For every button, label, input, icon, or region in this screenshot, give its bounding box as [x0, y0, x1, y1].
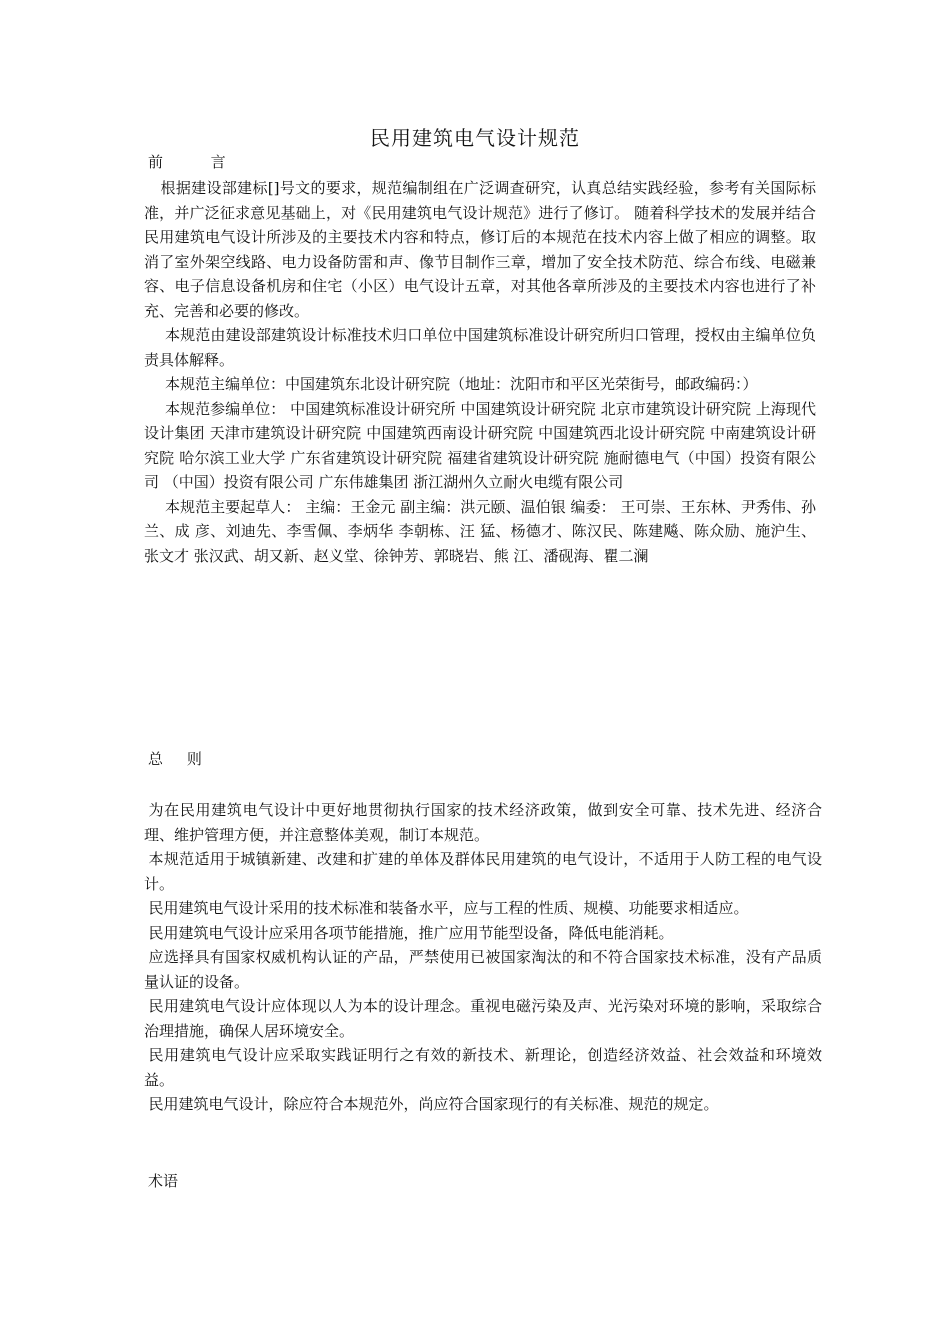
general-heading: 总 则 [148, 750, 202, 768]
general-clause: 民用建筑电气设计应采用各项节能措施，推广应用节能型设备，降低电能消耗。 [148, 923, 674, 942]
preface-paragraph-revision: 根据建设部建标[]号文的要求，规范编制组在广泛调查研究，认真总结实践经验，参考有关国际标准，并广泛征求意见基础上，对《民用建筑电气设计规范》进行了修订。 随着科学技术的发展并结合民用建筑电气设计所涉及的主要技术内容和特点，修订后的本规范在技术内容上做了相应的调整。取消了室外架空线路、电力设备防雷和声、像节目制作三章，增加了安全技术防范、综合布线、电磁兼容、电子信息设备机房和住宅（小区）电气设计五章，对其他各章所涉及的主要技术内容也进行了补充、完善和必要的修改。 [144, 179, 816, 320]
preface-paragraph-participating-units: 本规范参编单位： 中国建筑标准设计研究所 中国建筑设计研究院 北京市建筑设计研究院 上海现代设计集团 天津市建筑设计研究院 中国建筑西南设计研究院 中国建筑西北设计研究院 中南建筑设计研究院 哈尔滨工业大学 广东省建筑设计研究院 福建省建筑设计研究院 施耐德电气（中国）投资有限公司 （中国）投资有限公司 广东伟雄集团 浙江湖州久立耐火电缆有限公司 [144, 399, 816, 491]
preface-section [144, 176, 816, 568]
general-clause: 民用建筑电气设计，除应符合本规范外，尚应符合国家现行的有关标准、规范的规定。 [148, 1095, 719, 1113]
preface-paragraph-chief-editor: 本规范主编单位：中国建筑东北设计研究院（地址：沈阳市和平区光荣街号，邮政编码：） [165, 375, 758, 393]
general-section [144, 798, 822, 1117]
general-clause: 应选择具有国家权威机构认证的产品，严禁使用已被国家淘汰的和不符合国家技术标准，没有产品质量认证的设备。 [144, 948, 822, 991]
general-clause: 民用建筑电气设计采用的技术标准和装备水平，应与工程的性质、规模、功能要求相适应。 [148, 899, 749, 917]
general-clause: 本规范适用于城镇新建、改建和扩建的单体及群体民用建筑的电气设计，不适用于人防工程的电气设计。 [144, 850, 822, 893]
terms-heading: 术语 [148, 1172, 179, 1190]
preface-paragraph-drafters: 本规范主要起草人： 主编：王金元 副主编：洪元颐、温伯银 编委： 王可崇、王东林、尹秀伟、孙 兰、成 彦、刘迪先、李雪佩、李炳华 李朝栋、汪 猛、杨德才、陈汉民、陈建飚、陈众励、施沪生、张文才 张汉武、胡又新、赵义堂、徐钟芳、郭晓岩、熊 江、潘砚海、瞿二澜 [144, 497, 816, 565]
preface-heading: 前 言 [148, 153, 226, 171]
general-clause: 为在民用建筑电气设计中更好地贯彻执行国家的技术经济政策，做到安全可靠、技术先进、经济合理、维护管理方便，并注意整体美观，制订本规范。 [144, 801, 822, 844]
general-clause: 民用建筑电气设计应采取实践证明行之有效的新技术、新理论，创造经济效益、社会效益和环境效益。 [144, 1046, 822, 1089]
general-clause: 民用建筑电气设计应体现以人为本的设计理念。重视电磁污染及声、光污染对环境的影响，采取综合治理措施，确保人居环境安全。 [144, 997, 822, 1040]
document-title: 民用建筑电气设计规范 [370, 126, 580, 150]
preface-paragraph-management: 本规范由建设部建筑设计标准技术归口单位中国建筑标准设计研究所归口管理，授权由主编单位负责具体解释。 [144, 326, 816, 369]
